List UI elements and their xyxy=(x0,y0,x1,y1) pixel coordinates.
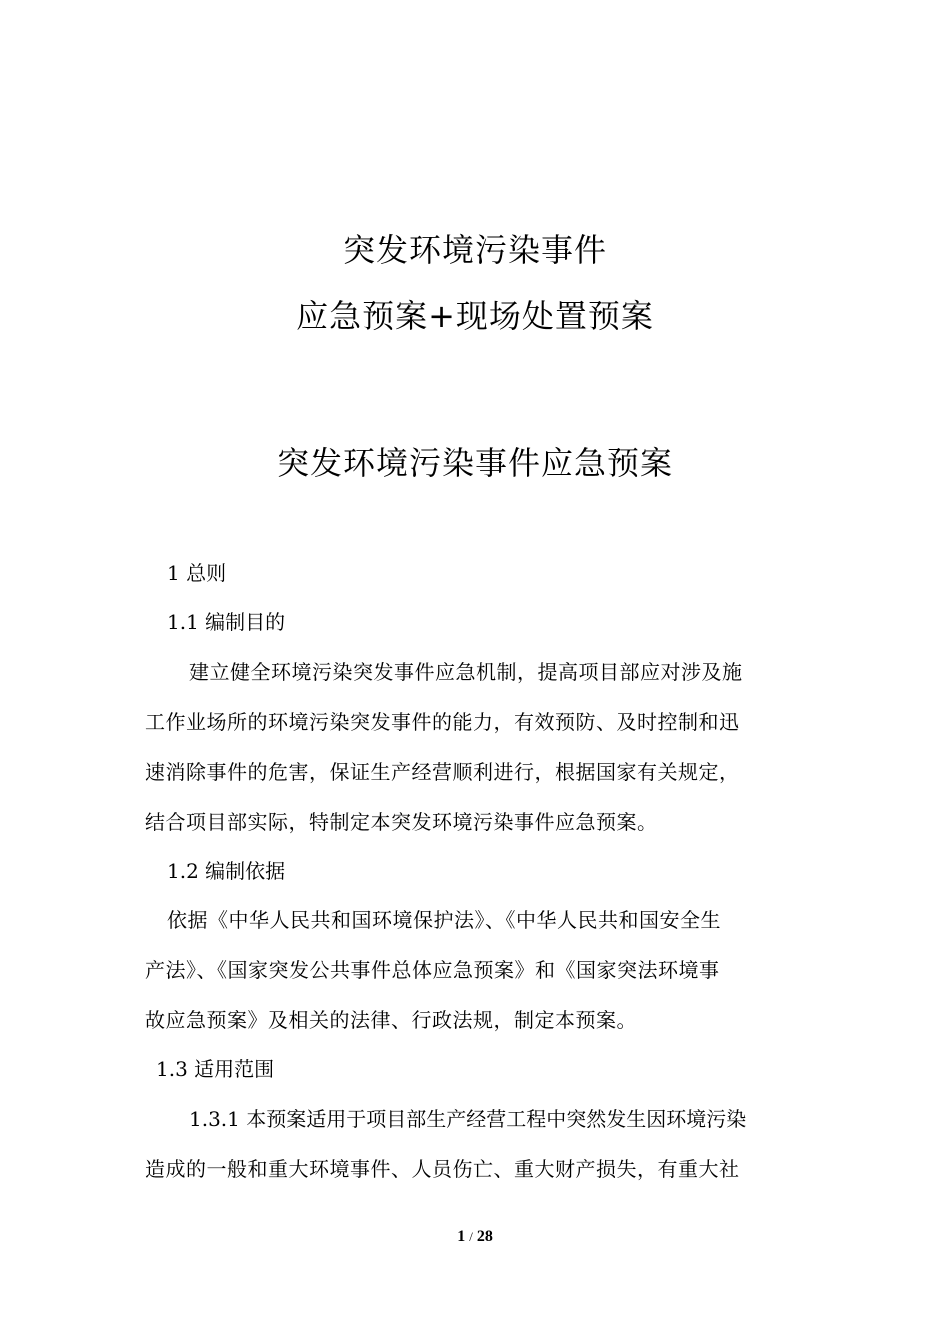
paragraph-3-line-1: 1.3.1 本预案适用于项目部生产经营工程中突然发生因环境污染 xyxy=(189,1107,747,1131)
heading-1-2: 1.2 编制依据 xyxy=(167,859,286,883)
paragraph-1-line-4: 结合项目部实际，特制定本突发环境污染事件应急预案。 xyxy=(145,810,658,834)
title-line-1: 突发环境污染事件 xyxy=(342,231,607,269)
total-pages: 28 xyxy=(476,1228,493,1245)
current-page: 1 xyxy=(457,1228,466,1245)
paragraph-1-line-2: 工作业场所的环境污染突发事件的能力，有效预防、及时控制和迅 xyxy=(145,710,740,734)
heading-1: 1 总则 xyxy=(167,561,227,585)
paragraph-1-line-1: 建立健全环境污染突发事件应急机制，提高项目部应对涉及施 xyxy=(189,660,743,684)
title-line-2: 应急预案+现场处置预案 xyxy=(296,297,654,335)
paragraph-3-line-2: 造成的一般和重大环境事件、人员伤亡、重大财产损失，有重大社 xyxy=(145,1157,740,1181)
paragraph-2-line-3: 故应急预案》及相关的法律、行政法规，制定本预案。 xyxy=(145,1008,637,1032)
paragraph-2-line-1: 依据《中华人民共和国环境保护法》、《中华人民共和国安全生 xyxy=(167,908,721,932)
paragraph-2-line-2: 产法》、《国家突发公共事件总体应急预案》和《国家突法环境事 xyxy=(145,958,720,982)
heading-1-1: 1.1 编制目的 xyxy=(167,610,286,634)
page-separator: / xyxy=(469,1229,473,1244)
heading-1-3: 1.3 适用范围 xyxy=(156,1057,275,1081)
paragraph-1-line-3: 速消除事件的危害，保证生产经营顺利进行，根据国家有关规定， xyxy=(145,760,740,784)
page-number xyxy=(0,1228,950,1246)
section-title: 突发环境污染事件应急预案 xyxy=(276,444,673,482)
